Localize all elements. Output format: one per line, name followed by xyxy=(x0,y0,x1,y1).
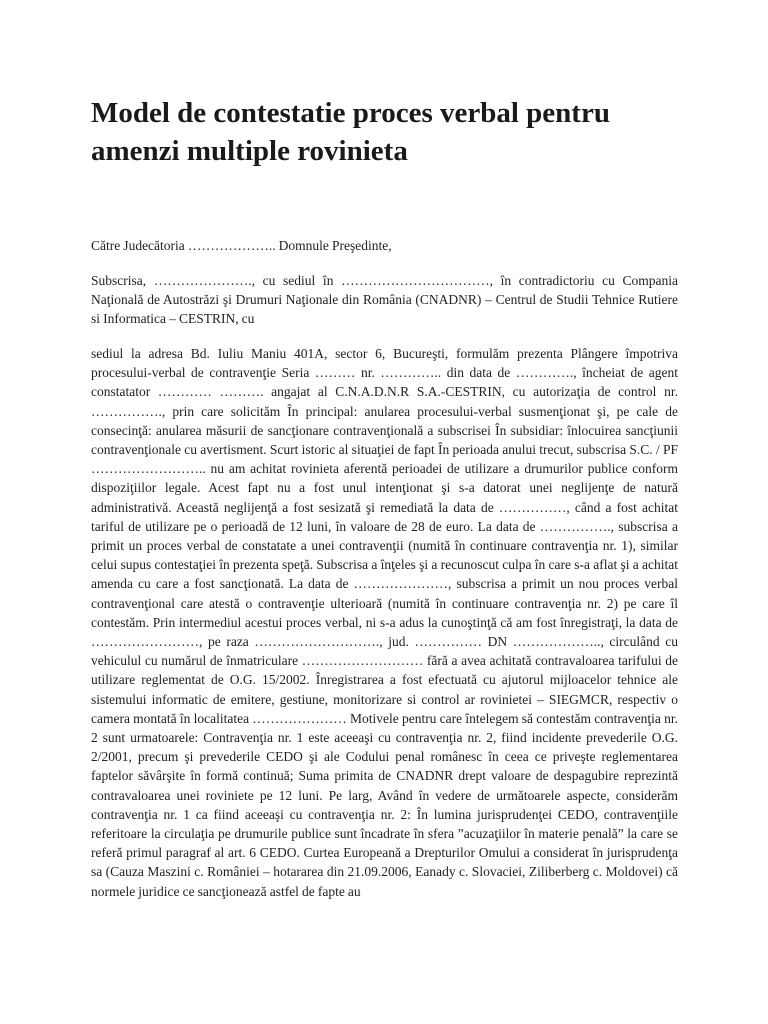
document-title: Model de contestatie proces verbal pentru amenzi multiple rovinieta xyxy=(91,97,610,167)
claimant-paragraph: Subscrisa, …………………., cu sediul în ……………………………, în contradictoriu cu Compania Naţională de Autostrăzi şi Drumuri Naţionale din România (CNADNR) – Centrul de Studii Tehnice Rutiere si Informatica – CESTRIN, cu xyxy=(91,273,678,327)
body-paragraph: sediul la adresa Bd. Iuliu Maniu 401A, sector 6, Bucureşti, formulăm prezenta Plângere împotriva procesului-verbal de contravenţie Seria ……… nr. ………….. din data de …………., încheiat de agent constatator ………… ………. angajat al C.N.A.D.N.R S.A.-CESTRIN, cu autorizaţia de control nr. ……………., prin care solicităm În principal: anularea procesului-verbal susmenţionat şi, pe cale de consecinţă: anularea măsurii de sancţionare contravenţională a subscrisei În subsidiar: înlocuirea sancţiunii contravenţionale cu avertisment. Scurt istoric al situaţiei de fapt În perioada anului trecut, subscrisa S.C. / PF …………………….. nu am achitat rovinieta aferentă perioadei de utilizare a drumurilor publice conform dispoziţiilor legale. Acest fapt nu a fost unul intenţionat şi s-a datorat unei neglijenţe de natură administrativă. Această neglijenţă a fost sesizată şi remediată la data de ……………, când a fost achitat tariful de utilizare pe o perioadă de 12 luni, în valoare de 28 de euro. La data de ……………., subscrisa a primit un proces verbal de constatate a unei contravenţii (numită în continuare contravenţia nr. 1), similar celui supus contestaţiei în prezenta speţă. Subscrisa a înţeles şi a recunoscut culpa în care s-a aflat şi a achitat amenda cu care a fost sancţionată. La data de …………………, subscrisa a primit un nou proces verbal contravenţional care atestă o contravenţie ulterioară (numită în continuare contravenţia nr. 2) pe care îl contestăm. Prin intermediul acestui proces verbal, ni s-a adus la cunoştinţă că am fost înregistraţi, la data de ……………………, pe raza ………………………., jud. …………… DN ……………….., circulând cu vehiculul cu numărul de înmatriculare ……………………… fără a avea achitată contravaloarea tarifului de utilizare reglementat de O.G. 15/2002. Înregistrarea a fost efectuată cu ajutorul mijloacelor tehnice ale sistemului informatic de emitere, gestiune, monitorizare si control ar rovinietei – SIEGMCR, respectiv o camera montată în localitatea ………………… Motivele pentru care întelegem să contestăm contravenţia nr. 2 sunt urmatoarele: Contravenţia nr. 1 este aceeaşi cu contravenţia nr. 2, fiind incidente prevederile O.G. 2/2001, precum şi prevederile CEDO şi ale Codului penal românesc în ceea ce priveşte reglementarea faptelor săvârşite în formă continuă; Suma primita de CNADNR drept valoare de despagubire reprezintă contravaloarea unei roviniete pe 12 luni. Pe larg, Având în vedere de următoarele aspecte, considerăm contravenţia nr. 1 ca fiind aceeaşi cu contravenţia nr. 2: În lumina jurisprudenţei CEDO, contravenţiile referitoare la circulaţia pe drumurile publice sunt încadrate în sfera ”acuzaţiilor în materie penală” la care se referă primul paragraf al art. 6 CEDO. Curtea Europeană a Drepturilor Omului a considerat în jurisprudenţa sa (Cauza Maszini c. României – hotararea din 21.09.2006, Eanady c. Slovaciei, Ziliberberg c. Moldovei) că normele juridice ce sancţionează astfel de fapte au xyxy=(91,346,678,899)
salutation-paragraph: Către Judecătoria ……………….. Domnule Preşedinte, xyxy=(91,238,392,253)
